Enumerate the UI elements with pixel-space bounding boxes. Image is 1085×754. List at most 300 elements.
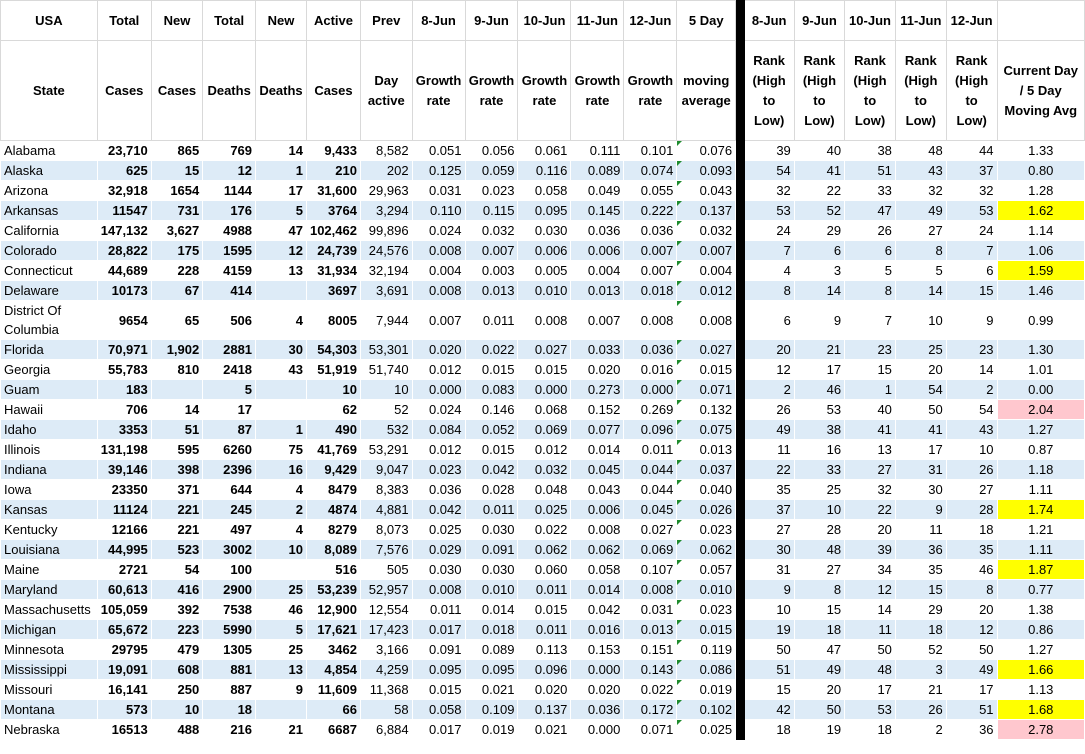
rank-10jun-cell: 51 xyxy=(845,161,896,181)
total-deaths-cell: 245 xyxy=(203,500,256,520)
rank-9jun-cell: 15 xyxy=(794,600,844,620)
total-cases-cell: 183 xyxy=(97,380,151,400)
state-cell: Georgia xyxy=(1,360,98,380)
new-deaths-cell: 25 xyxy=(256,640,307,660)
active-cases-cell: 51,919 xyxy=(306,360,360,380)
moving-average-cell: 0.027 xyxy=(677,340,736,360)
moving-average-cell: 0.023 xyxy=(677,600,736,620)
growth-8jun-cell: 0.024 xyxy=(412,400,465,420)
active-cases-cell: 17,621 xyxy=(306,620,360,640)
total-cases-cell: 105,059 xyxy=(97,600,151,620)
table-row xyxy=(1,221,1085,241)
rank-8jun-cell: 53 xyxy=(744,201,794,221)
new-cases-cell: 416 xyxy=(151,580,202,600)
prev-day-active-cell: 24,576 xyxy=(360,241,412,261)
moving-average-cell: 0.132 xyxy=(677,400,736,420)
rank-9jun-cell: 47 xyxy=(794,640,844,660)
separator xyxy=(736,640,744,660)
header-separator xyxy=(736,41,744,141)
rank-11jun-cell: 32 xyxy=(895,181,946,201)
growth-10jun-cell: 0.008 xyxy=(518,301,571,340)
rank-8jun-cell: 42 xyxy=(744,700,794,720)
growth-9jun-cell: 0.014 xyxy=(465,600,518,620)
total-deaths-cell: 5990 xyxy=(203,620,256,640)
growth-9jun-cell: 0.015 xyxy=(465,440,518,460)
prev-day-active-cell: 7,576 xyxy=(360,540,412,560)
rank-11jun-cell: 3 xyxy=(895,660,946,680)
rank-11jun-cell: 27 xyxy=(895,221,946,241)
table-row xyxy=(1,720,1085,740)
table-row xyxy=(1,360,1085,380)
growth-9jun-cell: 0.056 xyxy=(465,141,518,161)
rank-11jun-cell: 54 xyxy=(895,380,946,400)
rank-9jun-cell: 38 xyxy=(794,420,844,440)
total-deaths-cell: 5 xyxy=(203,380,256,400)
rank-11jun-cell: 5 xyxy=(895,261,946,281)
rank-9jun-cell: 18 xyxy=(794,620,844,640)
growth-8jun-cell: 0.058 xyxy=(412,700,465,720)
rank-12jun-cell: 27 xyxy=(946,480,997,500)
rank-9jun-cell: 48 xyxy=(794,540,844,560)
growth-8jun-cell: 0.015 xyxy=(412,680,465,700)
rank-11jun-cell: 35 xyxy=(895,560,946,580)
moving-average-cell: 0.015 xyxy=(677,360,736,380)
growth-10jun-cell: 0.116 xyxy=(518,161,571,181)
total-cases-cell: 10173 xyxy=(97,281,151,301)
rank-8jun-cell: 2 xyxy=(744,380,794,400)
rank-8jun-cell: 15 xyxy=(744,680,794,700)
rank-11jun-cell: 43 xyxy=(895,161,946,181)
total-cases-cell: 11547 xyxy=(97,201,151,221)
rank-10jun-cell: 12 xyxy=(845,580,896,600)
state-cell: District Of Columbia xyxy=(1,301,98,340)
growth-9jun-cell: 0.083 xyxy=(465,380,518,400)
current-over-ma-cell: 0.99 xyxy=(997,301,1084,340)
growth-9jun-cell: 0.091 xyxy=(465,540,518,560)
total-cases-cell: 65,672 xyxy=(97,620,151,640)
state-cell: Montana xyxy=(1,700,98,720)
growth-12jun-cell: 0.036 xyxy=(624,221,677,241)
total-cases-cell: 29795 xyxy=(97,640,151,660)
separator xyxy=(736,520,744,540)
active-cases-cell: 3462 xyxy=(306,640,360,660)
rank-12jun-cell: 7 xyxy=(946,241,997,261)
total-deaths-cell: 506 xyxy=(203,301,256,340)
header-rank-12jun: Rank (High to Low) xyxy=(946,41,997,141)
active-cases-cell: 516 xyxy=(306,560,360,580)
growth-8jun-cell: 0.007 xyxy=(412,301,465,340)
header-growth-8jun: Growth rate xyxy=(412,41,465,141)
growth-9jun-cell: 0.030 xyxy=(465,560,518,580)
growth-11jun-cell: 0.016 xyxy=(571,620,624,640)
state-cell: Maryland xyxy=(1,580,98,600)
prev-day-active-cell: 99,896 xyxy=(360,221,412,241)
rank-12jun-cell: 15 xyxy=(946,281,997,301)
current-over-ma-cell: 1.87 xyxy=(997,560,1084,580)
header-total-deaths: Deaths xyxy=(203,41,256,141)
total-cases-cell: 2721 xyxy=(97,560,151,580)
rank-12jun-cell: 51 xyxy=(946,700,997,720)
prev-day-active-cell: 51,740 xyxy=(360,360,412,380)
rank-8jun-cell: 7 xyxy=(744,241,794,261)
rank-10jun-cell: 38 xyxy=(845,141,896,161)
growth-11jun-cell: 0.049 xyxy=(571,181,624,201)
new-deaths-cell xyxy=(256,700,307,720)
header-rank-10jun: Rank (High to Low) xyxy=(845,41,896,141)
state-cell: Alaska xyxy=(1,161,98,181)
rank-8jun-cell: 8 xyxy=(744,281,794,301)
new-cases-cell: 51 xyxy=(151,420,202,440)
growth-12jun-cell: 0.018 xyxy=(624,281,677,301)
table-row xyxy=(1,181,1085,201)
rank-11jun-cell: 41 xyxy=(895,420,946,440)
rank-8jun-cell: 24 xyxy=(744,221,794,241)
rank-10jun-cell: 39 xyxy=(845,540,896,560)
current-over-ma-cell: 1.30 xyxy=(997,340,1084,360)
total-deaths-cell: 2900 xyxy=(203,580,256,600)
moving-average-cell: 0.102 xyxy=(677,700,736,720)
growth-11jun-cell: 0.006 xyxy=(571,500,624,520)
total-deaths-cell: 216 xyxy=(203,720,256,740)
prev-day-active-cell: 8,582 xyxy=(360,141,412,161)
moving-average-cell: 0.032 xyxy=(677,221,736,241)
total-cases-cell: 16,141 xyxy=(97,680,151,700)
growth-9jun-cell: 0.146 xyxy=(465,400,518,420)
new-cases-cell: 221 xyxy=(151,500,202,520)
header-state: State xyxy=(1,41,98,141)
new-cases-cell: 392 xyxy=(151,600,202,620)
total-cases-cell: 28,822 xyxy=(97,241,151,261)
new-deaths-cell: 13 xyxy=(256,261,307,281)
rank-12jun-cell: 2 xyxy=(946,380,997,400)
growth-12jun-cell: 0.000 xyxy=(624,380,677,400)
growth-10jun-cell: 0.021 xyxy=(518,720,571,740)
header-top-growth-12jun: 12-Jun xyxy=(624,1,677,41)
separator xyxy=(736,261,744,281)
rank-8jun-cell: 9 xyxy=(744,580,794,600)
current-over-ma-cell: 1.11 xyxy=(997,480,1084,500)
rank-9jun-cell: 6 xyxy=(794,241,844,261)
growth-12jun-cell: 0.011 xyxy=(624,440,677,460)
table-header xyxy=(1,1,1085,141)
moving-average-cell: 0.007 xyxy=(677,241,736,261)
total-deaths-cell: 176 xyxy=(203,201,256,221)
current-over-ma-cell: 0.77 xyxy=(997,580,1084,600)
rank-11jun-cell: 48 xyxy=(895,141,946,161)
growth-11jun-cell: 0.014 xyxy=(571,580,624,600)
active-cases-cell: 62 xyxy=(306,400,360,420)
new-cases-cell: 865 xyxy=(151,141,202,161)
state-cell: Mississippi xyxy=(1,660,98,680)
new-cases-cell: 250 xyxy=(151,680,202,700)
header-growth-10jun: Growth rate xyxy=(518,41,571,141)
table-row xyxy=(1,281,1085,301)
total-cases-cell: 12166 xyxy=(97,520,151,540)
growth-11jun-cell: 0.013 xyxy=(571,281,624,301)
rank-10jun-cell: 22 xyxy=(845,500,896,520)
rank-12jun-cell: 44 xyxy=(946,141,997,161)
active-cases-cell: 102,462 xyxy=(306,221,360,241)
new-deaths-cell xyxy=(256,380,307,400)
moving-average-cell: 0.025 xyxy=(677,720,736,740)
current-over-ma-cell: 1.66 xyxy=(997,660,1084,680)
moving-average-cell: 0.075 xyxy=(677,420,736,440)
current-over-ma-cell: 2.78 xyxy=(997,720,1084,740)
growth-10jun-cell: 0.012 xyxy=(518,440,571,460)
rank-8jun-cell: 22 xyxy=(744,460,794,480)
rank-11jun-cell: 30 xyxy=(895,480,946,500)
prev-day-active-cell: 53,301 xyxy=(360,340,412,360)
moving-average-cell: 0.057 xyxy=(677,560,736,580)
rank-12jun-cell: 9 xyxy=(946,301,997,340)
growth-9jun-cell: 0.011 xyxy=(465,500,518,520)
table-row xyxy=(1,460,1085,480)
rank-10jun-cell: 11 xyxy=(845,620,896,640)
growth-12jun-cell: 0.045 xyxy=(624,500,677,520)
current-over-ma-cell: 1.06 xyxy=(997,241,1084,261)
growth-12jun-cell: 0.027 xyxy=(624,520,677,540)
total-deaths-cell: 6260 xyxy=(203,440,256,460)
rank-12jun-cell: 37 xyxy=(946,161,997,181)
growth-8jun-cell: 0.031 xyxy=(412,181,465,201)
rank-9jun-cell: 9 xyxy=(794,301,844,340)
table-row xyxy=(1,560,1085,580)
rank-12jun-cell: 36 xyxy=(946,720,997,740)
new-deaths-cell: 4 xyxy=(256,301,307,340)
growth-10jun-cell: 0.048 xyxy=(518,480,571,500)
growth-12jun-cell: 0.031 xyxy=(624,600,677,620)
current-over-ma-cell: 1.59 xyxy=(997,261,1084,281)
growth-10jun-cell: 0.011 xyxy=(518,620,571,640)
growth-9jun-cell: 0.003 xyxy=(465,261,518,281)
active-cases-cell: 9,433 xyxy=(306,141,360,161)
rank-12jun-cell: 53 xyxy=(946,201,997,221)
new-deaths-cell: 9 xyxy=(256,680,307,700)
rank-10jun-cell: 41 xyxy=(845,420,896,440)
state-cell: Michigan xyxy=(1,620,98,640)
growth-10jun-cell: 0.020 xyxy=(518,680,571,700)
separator xyxy=(736,380,744,400)
header-top-rank-9jun: 9-Jun xyxy=(794,1,844,41)
growth-10jun-cell: 0.000 xyxy=(518,380,571,400)
active-cases-cell: 9,429 xyxy=(306,460,360,480)
header-top-rank-12jun: 12-Jun xyxy=(946,1,997,41)
new-deaths-cell: 12 xyxy=(256,241,307,261)
growth-8jun-cell: 0.012 xyxy=(412,360,465,380)
growth-12jun-cell: 0.008 xyxy=(624,580,677,600)
new-deaths-cell: 43 xyxy=(256,360,307,380)
growth-12jun-cell: 0.143 xyxy=(624,660,677,680)
moving-average-cell: 0.062 xyxy=(677,540,736,560)
growth-8jun-cell: 0.004 xyxy=(412,261,465,281)
growth-11jun-cell: 0.000 xyxy=(571,660,624,680)
rank-10jun-cell: 48 xyxy=(845,660,896,680)
prev-day-active-cell: 505 xyxy=(360,560,412,580)
moving-average-cell: 0.026 xyxy=(677,500,736,520)
total-deaths-cell: 769 xyxy=(203,141,256,161)
total-cases-cell: 16513 xyxy=(97,720,151,740)
rank-11jun-cell: 29 xyxy=(895,600,946,620)
active-cases-cell: 53,239 xyxy=(306,580,360,600)
rank-10jun-cell: 47 xyxy=(845,201,896,221)
rank-12jun-cell: 23 xyxy=(946,340,997,360)
growth-10jun-cell: 0.068 xyxy=(518,400,571,420)
rank-8jun-cell: 4 xyxy=(744,261,794,281)
header-growth-9jun: Growth rate xyxy=(465,41,518,141)
moving-average-cell: 0.019 xyxy=(677,680,736,700)
rank-10jun-cell: 1 xyxy=(845,380,896,400)
current-over-ma-cell: 1.62 xyxy=(997,201,1084,221)
current-over-ma-cell: 1.38 xyxy=(997,600,1084,620)
rank-8jun-cell: 12 xyxy=(744,360,794,380)
total-cases-cell: 39,146 xyxy=(97,460,151,480)
growth-10jun-cell: 0.015 xyxy=(518,360,571,380)
separator xyxy=(736,420,744,440)
moving-average-cell: 0.119 xyxy=(677,640,736,660)
header-top-active-cases: Active xyxy=(306,1,360,41)
growth-9jun-cell: 0.013 xyxy=(465,281,518,301)
current-over-ma-cell: 1.01 xyxy=(997,360,1084,380)
active-cases-cell: 6687 xyxy=(306,720,360,740)
header-growth-12jun: Growth rate xyxy=(624,41,677,141)
table-row xyxy=(1,520,1085,540)
total-deaths-cell: 881 xyxy=(203,660,256,680)
header-top-rank-8jun: 8-Jun xyxy=(744,1,794,41)
growth-12jun-cell: 0.008 xyxy=(624,301,677,340)
growth-8jun-cell: 0.017 xyxy=(412,720,465,740)
rank-8jun-cell: 51 xyxy=(744,660,794,680)
new-deaths-cell: 10 xyxy=(256,540,307,560)
new-cases-cell: 67 xyxy=(151,281,202,301)
active-cases-cell: 41,769 xyxy=(306,440,360,460)
rank-12jun-cell: 17 xyxy=(946,680,997,700)
new-deaths-cell: 1 xyxy=(256,161,307,181)
header-top-growth-8jun: 8-Jun xyxy=(412,1,465,41)
rank-9jun-cell: 3 xyxy=(794,261,844,281)
moving-average-cell: 0.023 xyxy=(677,520,736,540)
header-top-separator xyxy=(736,1,744,41)
growth-9jun-cell: 0.015 xyxy=(465,360,518,380)
rank-12jun-cell: 20 xyxy=(946,600,997,620)
prev-day-active-cell: 11,368 xyxy=(360,680,412,700)
active-cases-cell: 31,600 xyxy=(306,181,360,201)
growth-12jun-cell: 0.071 xyxy=(624,720,677,740)
rank-12jun-cell: 8 xyxy=(946,580,997,600)
current-over-ma-cell: 0.00 xyxy=(997,380,1084,400)
total-cases-cell: 9654 xyxy=(97,301,151,340)
table-row xyxy=(1,680,1085,700)
growth-11jun-cell: 0.008 xyxy=(571,520,624,540)
active-cases-cell: 66 xyxy=(306,700,360,720)
active-cases-cell: 8005 xyxy=(306,301,360,340)
growth-12jun-cell: 0.151 xyxy=(624,640,677,660)
rank-11jun-cell: 15 xyxy=(895,580,946,600)
growth-10jun-cell: 0.022 xyxy=(518,520,571,540)
rank-12jun-cell: 54 xyxy=(946,400,997,420)
moving-average-cell: 0.071 xyxy=(677,380,736,400)
rank-8jun-cell: 26 xyxy=(744,400,794,420)
rank-8jun-cell: 10 xyxy=(744,600,794,620)
separator xyxy=(736,660,744,680)
growth-9jun-cell: 0.007 xyxy=(465,241,518,261)
header-rank-11jun: Rank (High to Low) xyxy=(895,41,946,141)
growth-11jun-cell: 0.045 xyxy=(571,460,624,480)
rank-10jun-cell: 34 xyxy=(845,560,896,580)
rank-11jun-cell: 9 xyxy=(895,500,946,520)
header-top-growth-10jun: 10-Jun xyxy=(518,1,571,41)
header-growth-11jun: Growth rate xyxy=(571,41,624,141)
new-cases-cell: 14 xyxy=(151,400,202,420)
separator xyxy=(736,460,744,480)
header-top-rank-11jun: 11-Jun xyxy=(895,1,946,41)
header-active-cases: Cases xyxy=(306,41,360,141)
state-cell: Guam xyxy=(1,380,98,400)
state-cell: Arkansas xyxy=(1,201,98,221)
separator xyxy=(736,301,744,340)
new-deaths-cell: 13 xyxy=(256,660,307,680)
separator xyxy=(736,241,744,261)
state-cell: Alabama xyxy=(1,141,98,161)
total-deaths-cell: 4988 xyxy=(203,221,256,241)
table-row xyxy=(1,600,1085,620)
header-rank-8jun: Rank (High to Low) xyxy=(744,41,794,141)
growth-12jun-cell: 0.269 xyxy=(624,400,677,420)
growth-9jun-cell: 0.095 xyxy=(465,660,518,680)
rank-12jun-cell: 50 xyxy=(946,640,997,660)
rank-11jun-cell: 21 xyxy=(895,680,946,700)
growth-9jun-cell: 0.023 xyxy=(465,181,518,201)
table-row xyxy=(1,161,1085,181)
total-deaths-cell: 1305 xyxy=(203,640,256,660)
growth-8jun-cell: 0.008 xyxy=(412,580,465,600)
growth-8jun-cell: 0.011 xyxy=(412,600,465,620)
rank-8jun-cell: 11 xyxy=(744,440,794,460)
header-current-over-ma: Current Day / 5 Day Moving Avg xyxy=(997,41,1084,141)
rank-9jun-cell: 40 xyxy=(794,141,844,161)
rank-9jun-cell: 49 xyxy=(794,660,844,680)
state-cell: Florida xyxy=(1,340,98,360)
total-deaths-cell: 100 xyxy=(203,560,256,580)
rank-9jun-cell: 8 xyxy=(794,580,844,600)
new-cases-cell: 10 xyxy=(151,700,202,720)
rank-11jun-cell: 17 xyxy=(895,440,946,460)
state-cell: Missouri xyxy=(1,680,98,700)
rank-9jun-cell: 21 xyxy=(794,340,844,360)
prev-day-active-cell: 9,047 xyxy=(360,460,412,480)
growth-8jun-cell: 0.095 xyxy=(412,660,465,680)
rank-9jun-cell: 27 xyxy=(794,560,844,580)
total-deaths-cell: 497 xyxy=(203,520,256,540)
current-over-ma-cell: 1.27 xyxy=(997,640,1084,660)
growth-10jun-cell: 0.058 xyxy=(518,181,571,201)
growth-12jun-cell: 0.107 xyxy=(624,560,677,580)
header-top-new-cases: New xyxy=(151,1,202,41)
new-deaths-cell xyxy=(256,281,307,301)
new-deaths-cell: 21 xyxy=(256,720,307,740)
new-cases-cell: 228 xyxy=(151,261,202,281)
new-cases-cell: 1,902 xyxy=(151,340,202,360)
new-cases-cell: 479 xyxy=(151,640,202,660)
table-row xyxy=(1,201,1085,221)
growth-9jun-cell: 0.021 xyxy=(465,680,518,700)
growth-12jun-cell: 0.013 xyxy=(624,620,677,640)
separator xyxy=(736,221,744,241)
header-top-growth-9jun: 9-Jun xyxy=(465,1,518,41)
moving-average-cell: 0.076 xyxy=(677,141,736,161)
header-row-dates xyxy=(1,1,1085,41)
growth-10jun-cell: 0.015 xyxy=(518,600,571,620)
prev-day-active-cell: 8,383 xyxy=(360,480,412,500)
